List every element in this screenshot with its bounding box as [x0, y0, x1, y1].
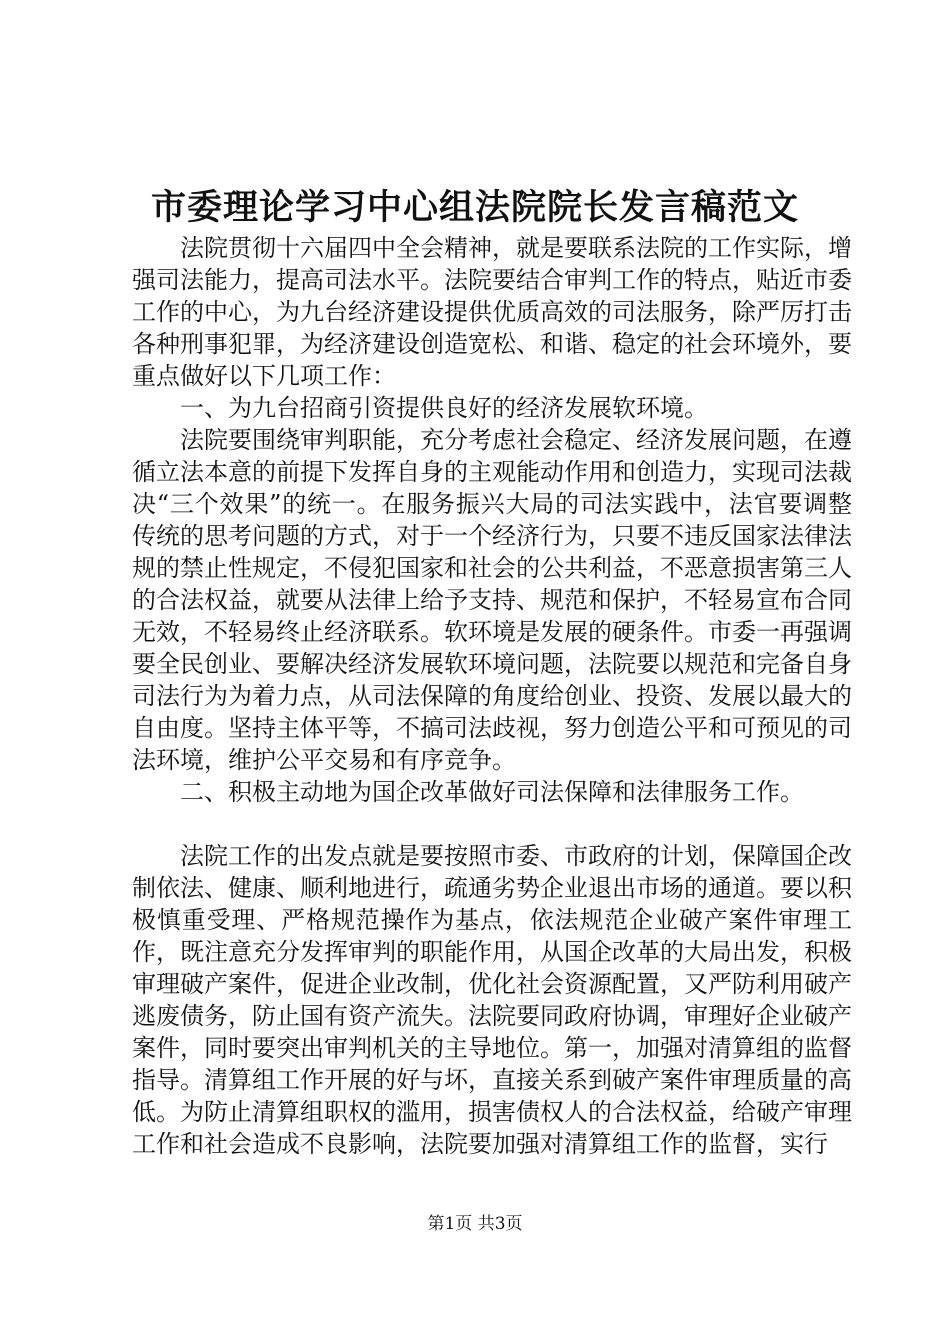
document-body	[132, 232, 852, 1160]
document-title: 市委理论学习中心组法院院长发言稿范文	[150, 187, 799, 228]
paragraph-section-2: 法院工作的出发点就是要按照市委、市政府的计划，保障国企改制依法、健康、顺利地进行，疏通劣势企业退出市场的通道。要以积极慎重受理、严格规范操作为基点，依法规范企业破产案件审理工作，既注意充分发挥审判的职能作用，从国企改革的大局出发，积极审理破产案件，促进企业改制，优化社会资源配置，又严防利用破产逃废债务，防止国有资产流失。法院要同政府协调，审理好企业破产案件，同时要突出审判机关的主导地位。第一，加强对清算组的监督指导。清算组工作开展的好与坏，直接关系到破产案件审理质量的高低。为防止清算组职权的滥用，损害债权人的合法权益，给破产审理工作和社会造成不良影响，法院要加强对清算组工作的监督，实行	[132, 842, 852, 1158]
page-number-footer: 第1页 共3页	[427, 1214, 523, 1234]
section-heading-1: 一、为九台招商引资提供良好的经济发展软环境。	[180, 394, 708, 422]
paragraph-section-1: 法院要围绕审判职能，充分考虑社会稳定、经济发展问题，在遵循立法本意的前提下发挥自身的主观能动作用和创造力，实现司法裁决“三个效果”的统一。在服务振兴大局的司法实践中，法官要调整传统的思考问题的方式，对于一个经济行为，只要不违反国家法律法规的禁止性规定，不侵犯国家和社会的公共利益，不恶意损害第三人的合法权益，就要从法律上给予支持、规范和保护，不轻易宣布合同无效，不轻易终止经济联系。软环境是发展的硬条件。市委一再强调要全民创业、要解决经济发展软环境问题，法院要以规范和完备自身司法行为为着力点，从司法保障的角度给创业、投资、发展以最大的自由度。坚持主体平等，不搞司法歧视，努力创造公平和可预见的司法环境，维护公平交易和有序竞争。	[132, 426, 852, 774]
section-heading-2: 二、积极主动地为国企改革做好司法保障和法律服务工作。	[180, 778, 804, 806]
paragraph-intro: 法院贯彻十六届四中全会精神，就是要联系法院的工作实际，增强司法能力，提高司法水平。法院要结合审判工作的特点，贴近市委工作的中心，为九台经济建设提供优质高效的司法服务，除严厉打击各种刑事犯罪，为经济建设创造宽松、和谐、稳定的社会环境外，要重点做好以下几项工作：	[132, 234, 852, 390]
